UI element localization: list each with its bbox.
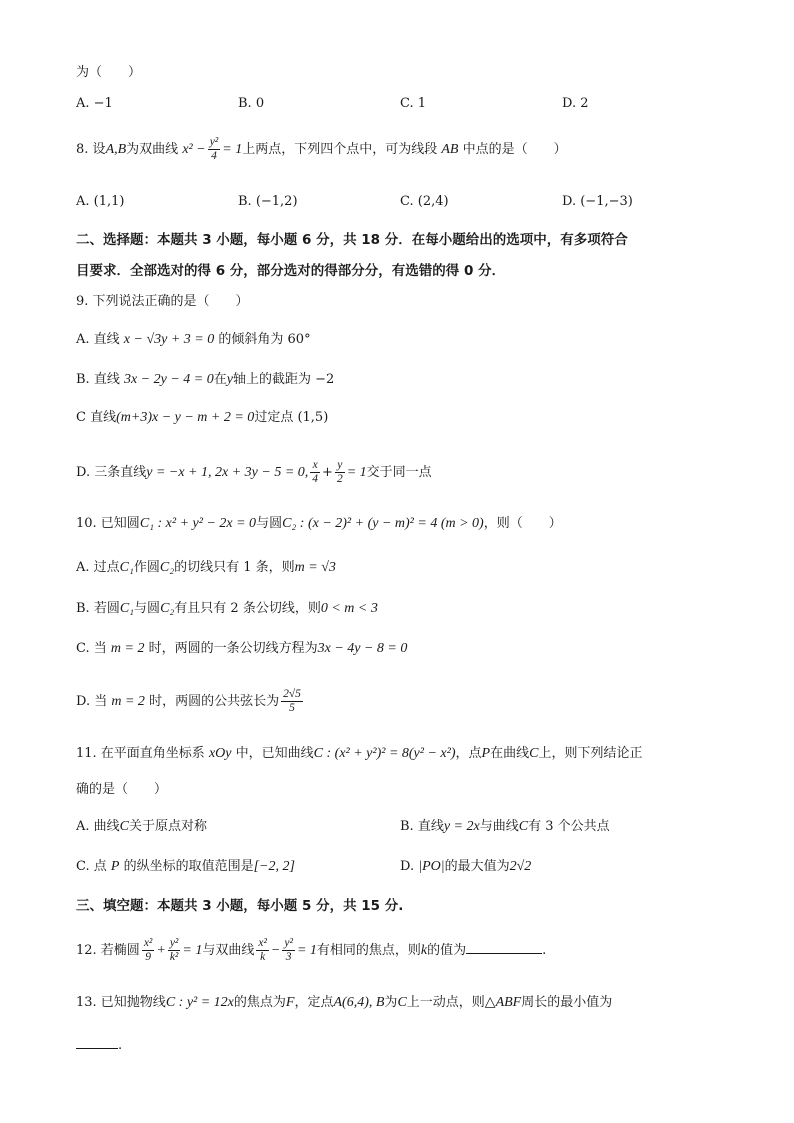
q10-option-c: C. 当 m = 2 时，两圆的一条公切线方程为3x − 4y − 8 = 0 (76, 641, 408, 656)
q10-stem: 10. 已知圆C₁ : x² + y² − 2x = 0与圆C₂ : (x − 2)² + (y − m)² = 4 (m > 0)，则（ ） (76, 516, 562, 531)
q9-option-b: B. 直线 3x − 2y − 4 = 0在y轴上的截距为 −2 (76, 372, 335, 387)
q8-option-c: C. (2,4) (400, 194, 449, 209)
q10-option-b: B. 若圆C₁与圆C₂有且只有 2 条公切线，则0 < m < 3 (76, 601, 378, 616)
q9-option-d: D. 三条直线y = −x + 1, 2x + 3y − 5 = 0, $\frac{x}{4}$ + $\frac{y}{2}$ = 1交于同一点 (76, 459, 432, 485)
section-2-heading-cont: 目要求．全部选对的得 6 分，部分选对的得部分分，有选错的得 0 分． (76, 263, 506, 279)
q8-option-a: A. (1,1) (76, 194, 125, 209)
q13-answer-line: . (76, 1034, 122, 1055)
q7-option-b: B. 0 (238, 96, 265, 111)
q13-stem: 13. 已知抛物线C : y² = 12x的焦点为F，定点A(6,4), B为C上一动点，则△ABF周长的最小值为 (76, 995, 613, 1010)
q11-stem-cont: 确的是（ ） (76, 782, 168, 797)
q11-option-d: D. |PO|的最大值为2√2 (400, 859, 532, 874)
q8-option-b: B. (−1,2) (238, 194, 298, 209)
q12-answer-blank[interactable] (466, 939, 542, 954)
q11-option-c: C. 点 P 的纵坐标的取值范围是[−2, 2] (76, 859, 295, 874)
q7-option-d: D. 2 (562, 96, 589, 111)
q11-stem: 11. 在平面直角坐标系 xOy 中，已知曲线C : (x² + y²)² = 8(y² − x²)，点P在曲线C上，则下列结论正 (76, 746, 643, 761)
q8-option-d: D. (−1,−3) (562, 194, 633, 209)
section-2-heading: 二、选择题：本题共 3 小题，每小题 6 分，共 18 分．在每小题给出的选项中，有多项符合 (76, 232, 628, 248)
q10-option-a: A. 过点C₁作圆C₂的切线只有 1 条，则m = √3 (76, 560, 336, 575)
q7-option-a: A. −1 (76, 96, 113, 111)
q12-stem: 12. 若椭圆 $\frac{\text{x²}}{9}$ + $\frac{\text{y²}}{\text{k²}}$ = 1与双曲线 $\frac{\text{x²}}{k}$ − $\frac{\text{y²}}{3}$ = 1有相同的焦点，则k的值为 . (76, 937, 547, 963)
q11-option-a: A. 曲线C关于原点对称 (76, 819, 208, 834)
q9-option-c: C 直线(m+3)x − y − m + 2 = 0过定点 (1,5) (76, 410, 329, 425)
q9-stem: 9. 下列说法正确的是（ ） (76, 294, 249, 309)
q9-option-a: A. 直线 x − √3y + 3 = 0 的倾斜角为 60° (76, 332, 311, 347)
q13-answer-blank[interactable] (76, 1034, 118, 1049)
q7-option-c: C. 1 (400, 96, 427, 111)
section-3-heading: 三、填空题：本题共 3 小题，每小题 5 分，共 15 分. (76, 898, 404, 914)
q8-stem: 8. 设A,B为双曲线 x² − $\frac{\text{y²}}{4}$ = 1上两点，下列四个点中，可为线段 AB 中点的是（ ） (76, 136, 567, 162)
q11-option-b: B. 直线y = 2x与曲线C有 3 个公共点 (400, 819, 610, 834)
q7-stem-tail: 为（ ） (76, 65, 142, 80)
q10-option-d: D. 当 m = 2 时，两圆的公共弦长为 $\frac{2√5}{5}$ (76, 688, 301, 714)
